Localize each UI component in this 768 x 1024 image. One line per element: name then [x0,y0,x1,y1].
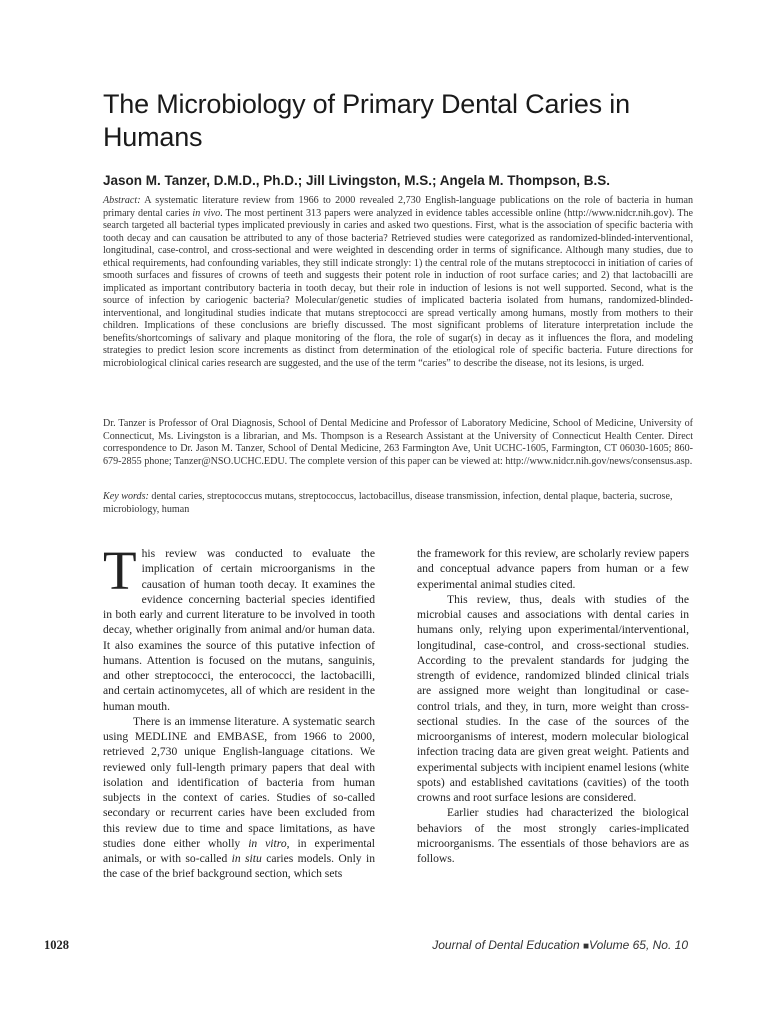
body-paragraph-2 [103,714,375,882]
body-paragraph-1 [103,540,375,714]
author-list: Jason M. Tanzer, D.M.D., Ph.D.; Jill Livingston, M.S.; Angela M. Thompson, B.S. [103,173,611,188]
body-paragraph-4: This review, thus, deals with studies of the microbial causes and associations with dental caries in humans only, relying upon experimental/interventional, longitudinal, case-control, and cross-sectional studies. According to the prevalent standards for judging the strength of evidence, randomized blinded clinical trials are assigned more weight than longitudinal or case-control trials, and they, in turn, more weight than cross-sectional studies. In the case of the sources of the microorganisms of interest, modern molecular biological infection tracing data are given great weight. Patients and experimental subjects with incipient enamel lesions (white spots) and established cavitations (cavities) of the tooth crowns and root surface lesions are considered. [417,592,689,804]
body-paragraph-2-text-1: There is an immense literature. A systematic search using MEDLINE and EMBASE, from 1966 to 2000, retrieved 2,730 unique English-language citations. We reviewed only full-length primary papers that deal with isolation and identification of bacteria from human subjects in the context of caries. Studies of so-called secondary or recurrent caries have been excluded from this review due to time and space limitations, as have studies done either wholly [103,714,375,850]
square-separator-icon: ■ [583,941,590,952]
body-paragraph-3: the framework for this review, are scholarly review papers and conceptual advance papers from human or a few experimental animal studies cited. [417,547,689,591]
page-number: 1028 [44,938,69,952]
keywords [103,491,693,516]
italic-in-situ: in situ [231,852,262,865]
journal-name: Journal of Dental Education [432,938,580,952]
journal-footer [432,938,688,952]
author-affiliation: Dr. Tanzer is Professor of Oral Diagnosis, School of Dental Medicine and Professor of Laboratory Medicine, School of Medicine, University of Connecticut, Ms. Livingston is a librarian, and Ms. Thompson is a Research Assistant at the University of Connecticut Health Center. Direct correspondence to Dr. Jason M. Tanzer, School of Dental Medicine, 263 Farmington Ave, Unit UCHC-1605, Farmington, CT 06030-1605; 860-679-2855 phone; Tanzer@NSO.UCHC.EDU. The complete version of this paper can be viewed at: http://www.nidcr.nih.gov/news/consensus.asp. [103,418,693,467]
journal-volume: Volume 65, No. 10 [589,938,688,952]
drop-cap: T [103,540,137,601]
abstract-italic-in-vivo: in vivo [192,207,221,219]
body-column-right [417,546,689,866]
body-paragraph-5: Earlier studies had characterized the biological behaviors of the most strongly caries-implicated microorganisms. The essentials of those behaviors are as follows. [417,806,689,865]
keywords-text: dental caries, streptococcus mutans, streptococcus, lactobacillus, disease transmission, infection, dental plaque, bacteria, sucrose, microbiology, human [103,491,673,515]
italic-in-vitro: in vitro [248,836,287,850]
body-paragraph-1-text: his review was conducted to evaluate the implication of certain microorganisms in the causation of human tooth decay. It examines the evidence concerning bacterial species identified in both early and current literature to be involved in tooth decay, whether originally from animal and/or human data. It also examines the source of this putative infection of humans. Attention is focused on the mutans, sanguinis, and other streptococci, the enterococci, the lactobacilli, and certain actinomycetes, all of which are resident in the human mouth. [103,547,375,713]
abstract-text-2: . The most pertinent 313 papers were analyzed in evidence tables accessible online (http://www.nidcr.nih.gov). The search targeted all bacterial types implicated previously in caries and asked two questions. First, what is the association of specific bacteria with tooth decay and can causation be attributed to any of those bacteria? Retrieved studies were categorized as randomized-blinded-interventional, longitudinal, case-control, and cross-sectional and were weighted in descending order in terms of significance. Although many studies, due to ethical requirements, had confounding variables, they still indicate strongly: 1) the central role of the mutans streptococci in initiation of caries of smooth surfaces and fissures of crowns of teeth and suggests their potent role in induction of root surface caries; and 2) that lactobacilli are implicated as important contributory bacteria in tooth decay, but their role in induction of lesions is not well supported. Second, what is the source of infection by cariogenic bacteria? Molecular/genetic studies of implicated bacteria isolated from humans, randomized-blinded-interventional, and longitudinal studies indicate that mutans streptococci are spread vertically among humans, mostly from mothers to their children. Implications of these conclusions are briefly discussed. The most significant problems of literature interpretation include the benefits/shortcomings of salivary and plaque monitoring of the flora, the role of sugar(s) in decay as it influences the flora, and modeling strategies to predict lesion score increments as distinct from determination of the etiological role of specific bacteria. Future directions for microbiological clinical caries research are suggested, and the use of the term “caries” to describe the disease, not its lesions, is urged. [103,207,693,369]
body-paragraph-2-text-2: , in experimental animals, or with so-called [103,836,375,865]
keywords-label: Key words: [103,491,149,502]
body-paragraph-2-text-3: caries models. Only in the case of the brief background section, which sets [103,852,375,881]
article-title: The Microbiology of Primary Dental Caries in Humans [103,89,630,152]
abstract-text-1: A systematic literature review from 1966 to 2000 revealed 2,730 English-language publications on the role of bacteria in human primary dental caries [103,195,693,219]
abstract-label: Abstract: [103,195,141,206]
abstract [103,195,693,370]
body-column-left [103,540,375,882]
